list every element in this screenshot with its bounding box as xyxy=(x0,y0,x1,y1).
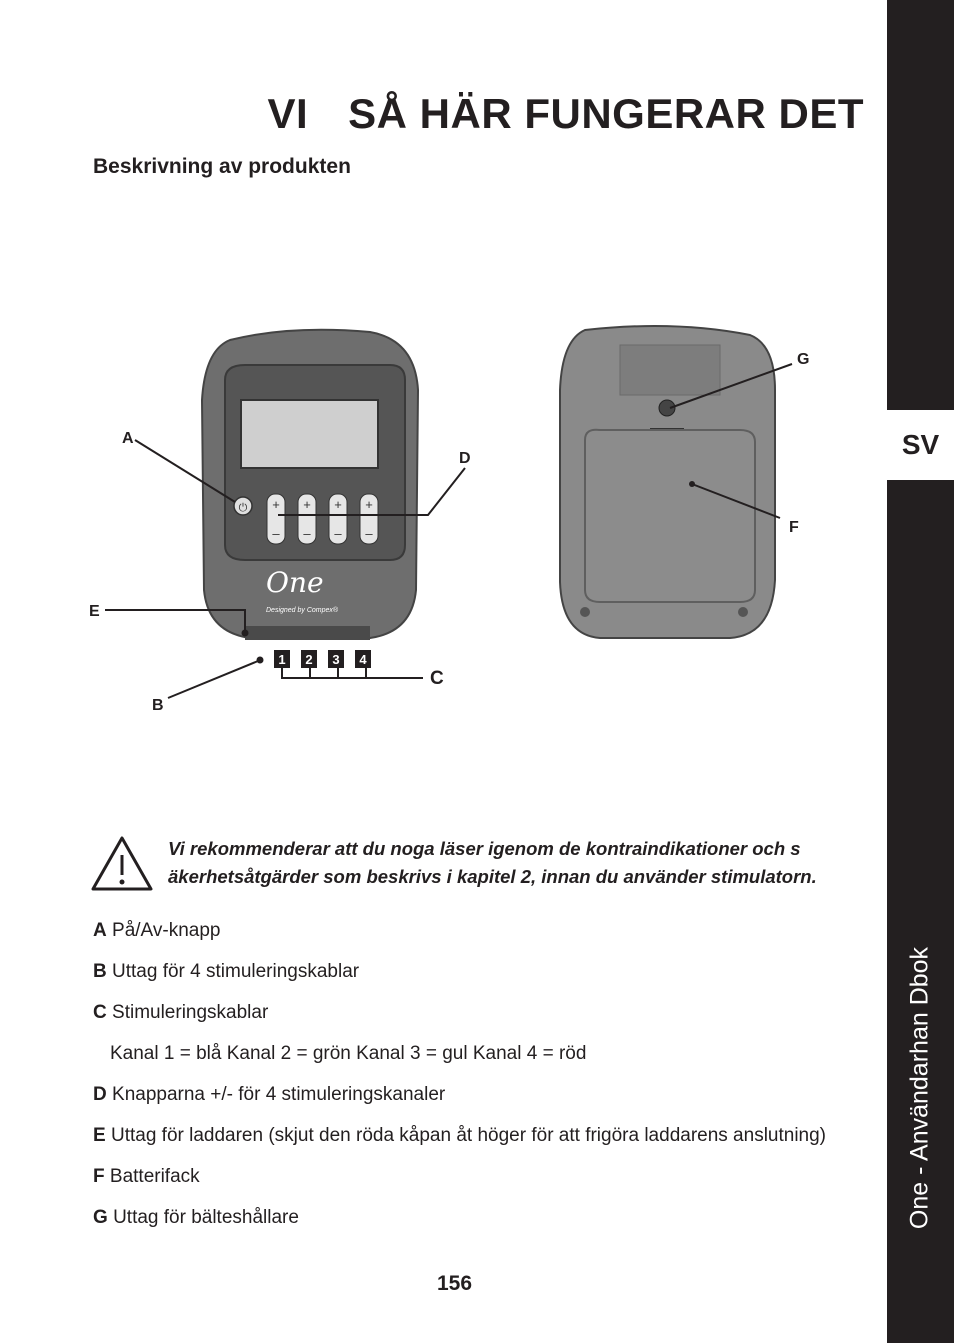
svg-text:+: + xyxy=(365,497,373,512)
language-tab xyxy=(887,410,954,480)
svg-text:⏻: ⏻ xyxy=(238,501,248,514)
warning-box xyxy=(90,835,870,895)
label-c: C xyxy=(430,668,444,689)
channel-4: 4 xyxy=(359,652,367,667)
legend-list xyxy=(93,916,883,1244)
channel-3: 3 xyxy=(332,652,340,667)
legend-item-g: G Uttag för bälteshållare xyxy=(93,1207,299,1228)
legend-item-f: F Batterifack xyxy=(93,1166,200,1187)
svg-text:+: + xyxy=(334,497,342,512)
warning-triangle-icon xyxy=(90,835,154,893)
svg-text:–: – xyxy=(334,526,342,541)
channel-1: 1 xyxy=(278,652,286,667)
chapter-heading xyxy=(267,90,864,138)
label-f: F xyxy=(789,519,799,536)
legend-item-e: E Uttag för laddaren (skjut den röda kåpan åt höger för att frigöra laddarens anslutning) xyxy=(93,1125,827,1146)
logo-tagline: Designed by Compex® xyxy=(266,607,339,614)
label-a: A xyxy=(122,430,134,447)
svg-text:+: + xyxy=(303,497,311,512)
legend-item-c: C Stimuleringskablar xyxy=(93,1002,269,1023)
warning-text: Vi rekommenderar att du noga läser igenom de kontraindikationer och s äkerhetsåtgärder som beskrivs i kapitel 2, innan du använder stimulatorn. xyxy=(168,838,817,887)
language-label: SV xyxy=(901,429,940,460)
logo: One xyxy=(266,566,324,599)
legend-item-d: D Knapparna +/- för 4 stimuleringskanaler xyxy=(93,1084,446,1105)
svg-text:–: – xyxy=(365,526,373,541)
legend-item-channels: Kanal 1 = blå Kanal 2 = grön Kanal 3 = gul Kanal 4 = röd xyxy=(110,1043,587,1064)
battery-cover xyxy=(585,430,755,602)
device-front xyxy=(202,330,418,640)
page-number: 156 xyxy=(436,1272,473,1295)
label-e: E xyxy=(89,603,100,620)
device-back xyxy=(560,326,775,638)
product-figure xyxy=(80,320,840,720)
channel-numbers xyxy=(274,650,371,668)
lcd-screen xyxy=(241,400,378,468)
legend-item-a: A På/Av-knapp xyxy=(93,920,221,941)
svg-text:–: – xyxy=(272,526,280,541)
label-d: D xyxy=(459,450,471,467)
svg-text:+: + xyxy=(272,497,280,512)
legend-item-b: B Uttag för 4 stimuleringskablar xyxy=(93,961,360,982)
label-b: B xyxy=(152,697,164,714)
sidebar-title: One - Användarhan Dbok xyxy=(905,946,934,1230)
svg-text:–: – xyxy=(303,526,311,541)
chapter-number: VI xyxy=(267,90,309,137)
section-subtitle: Beskrivning av produkten xyxy=(93,155,351,178)
channel-2: 2 xyxy=(305,652,313,667)
chapter-title: SÅ HÄR FUNGERAR DET xyxy=(348,90,864,137)
label-g: G xyxy=(797,351,810,368)
